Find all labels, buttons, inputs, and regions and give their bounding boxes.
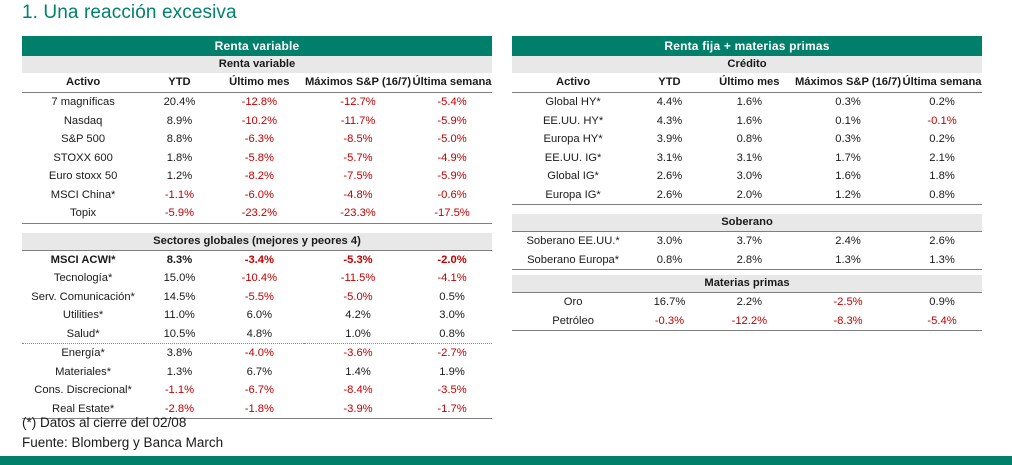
row-semana: 2.6% — [929, 235, 955, 247]
column-header-activo: Activo — [512, 73, 634, 93]
row-mes: -10.4% — [241, 272, 278, 284]
table-row — [22, 344, 492, 363]
row-ytd: 1.2% — [166, 170, 193, 182]
row-max: -8.4% — [343, 384, 373, 396]
row-label: Energía* — [61, 347, 105, 359]
row-label: EE.UU. HY* — [542, 114, 604, 127]
row-semana: -4.1% — [437, 272, 467, 284]
fixedincome-main-header-row — [512, 36, 982, 56]
row-max: 1.4% — [345, 365, 371, 378]
row-ytd: 16.7% — [653, 296, 686, 308]
row-mes: 6.0% — [246, 309, 273, 321]
bottom-accent-bar — [0, 456, 1012, 465]
row-ytd: 11.0% — [163, 309, 195, 321]
column-header-ytd: YTD — [144, 73, 215, 93]
sectors-section-header-row — [22, 233, 492, 250]
row-label: Soberano Europa* — [527, 253, 620, 266]
table-row — [512, 186, 982, 205]
row-ytd: 1.3% — [166, 365, 193, 378]
row-max: 2.4% — [835, 235, 861, 247]
row-ytd: 2.6% — [656, 188, 683, 201]
divider — [512, 330, 982, 331]
row-max: 1.3% — [835, 253, 861, 266]
column-header-maximos: Máximos S&P (16/7) — [304, 73, 412, 93]
table-row — [22, 149, 492, 168]
row-max: -8.5% — [343, 133, 373, 145]
row-semana: 0.2% — [929, 96, 955, 108]
row-max: -11.5% — [340, 272, 376, 284]
equities-section1-header: Renta variable — [22, 56, 492, 73]
row-ytd: 15.0% — [163, 272, 196, 284]
row-max: -7.5% — [343, 170, 373, 182]
row-max: 1.6% — [835, 170, 861, 182]
table-row — [512, 93, 982, 112]
column-header-ultima-semana: Última semana — [902, 73, 982, 93]
row-mes: -1.8% — [244, 402, 274, 415]
row-label: Europa IG* — [545, 188, 601, 201]
row-semana: -3.5% — [437, 384, 467, 396]
row-ytd: 1.8% — [166, 151, 193, 164]
row-mes: -8.2% — [244, 170, 274, 182]
row-ytd: 8.9% — [166, 114, 193, 127]
row-mes: -12.2% — [731, 314, 768, 327]
table-row — [22, 167, 492, 186]
fixedincome-column-header-row — [512, 73, 982, 93]
table-row — [22, 269, 492, 288]
row-label: Global IG* — [547, 170, 599, 182]
row-mes: 3.1% — [736, 151, 763, 164]
spacer — [22, 223, 492, 233]
table-row — [22, 204, 492, 223]
row-ytd: -1.1% — [164, 188, 195, 201]
row-mes: -6.3% — [244, 133, 274, 145]
row-ytd: 2.6% — [656, 170, 683, 182]
equities-main-header-row — [22, 36, 492, 56]
column-header-ultima-semana: Última semana — [412, 73, 492, 93]
equities-table — [22, 36, 492, 419]
row-max: 1.0% — [345, 327, 371, 340]
row-semana: -5.4% — [927, 314, 957, 327]
row-label: Euro stoxx 50 — [48, 170, 118, 182]
row-semana: -0.1% — [927, 114, 957, 127]
row-mes: 2.2% — [736, 296, 763, 308]
table-row — [512, 167, 982, 186]
row-mes: 2.0% — [736, 188, 763, 201]
row-max: 4.2% — [345, 309, 371, 321]
column-header-activo: Activo — [22, 73, 144, 93]
row-ytd: 3.9% — [656, 133, 683, 145]
row-label: MSCI China* — [50, 188, 116, 201]
page-title: 1. Una reacción excesiva — [22, 2, 237, 23]
row-max: -5.3% — [343, 253, 373, 266]
row-ytd: -2.8% — [164, 402, 195, 415]
row-mes: -6.7% — [244, 384, 274, 396]
row-max: 0.3% — [835, 133, 861, 145]
row-semana: -5.9% — [437, 114, 467, 127]
table-row — [512, 293, 982, 312]
row-mes: -5.8% — [244, 151, 274, 164]
table-row — [22, 363, 492, 382]
row-ytd: 4.3% — [656, 114, 683, 127]
sectors-section-header: Sectores globales (mejores y peores 4) — [22, 233, 492, 250]
row-ytd: 14.5% — [163, 290, 196, 303]
table-row — [512, 312, 982, 331]
row-label: Soberano EE.UU.* — [526, 235, 620, 247]
row-label: Global HY* — [545, 96, 601, 108]
row-label: Salud* — [66, 327, 100, 340]
row-ytd: -0.3% — [654, 314, 685, 327]
row-ytd: 20.4% — [163, 96, 196, 108]
column-header-ultimo-mes: Último mes — [215, 73, 304, 93]
footnote-fuente: Fuente: Blomberg y Banca March — [22, 435, 224, 450]
table-row — [22, 130, 492, 149]
row-label: S&P 500 — [61, 133, 106, 145]
credito-section-header-row — [512, 56, 982, 73]
row-mes: -6.0% — [244, 188, 274, 201]
table-row — [22, 186, 492, 205]
row-max: -3.6% — [343, 347, 373, 359]
row-max: -8.3% — [833, 314, 863, 327]
row-max: -4.8% — [343, 188, 373, 201]
row-mes: -10.2% — [241, 114, 278, 127]
row-label: Oro — [563, 296, 583, 308]
row-semana: -4.9% — [437, 151, 467, 164]
table-row — [22, 306, 492, 325]
row-ytd: 3.8% — [166, 347, 193, 359]
row-ytd: 0.8% — [656, 253, 683, 266]
table-row — [512, 130, 982, 149]
fixedincome-table-block — [512, 36, 982, 419]
row-mes: 6.7% — [246, 365, 273, 378]
row-ytd: -5.9% — [164, 207, 195, 219]
row-label: Utilities* — [62, 309, 104, 321]
table-row — [22, 93, 492, 112]
table-row — [22, 288, 492, 307]
row-mes: 1.6% — [736, 114, 763, 127]
fixedincome-table — [512, 36, 982, 331]
row-mes: 2.8% — [736, 253, 763, 266]
footnote-datos: (*) Datos al cierre del 02/08 — [22, 415, 187, 430]
table-row — [512, 232, 982, 251]
row-label: 7 magníficas — [51, 96, 115, 108]
tables-container — [22, 36, 992, 419]
row-mes: -23.2% — [241, 207, 278, 219]
row-semana: -17.5% — [434, 207, 470, 219]
row-semana: 0.5% — [439, 290, 465, 303]
row-max: 1.7% — [835, 151, 861, 164]
table-row — [512, 251, 982, 270]
row-semana: 1.8% — [929, 170, 955, 182]
row-mes: 0.8% — [736, 133, 763, 145]
row-semana: 0.9% — [929, 296, 955, 308]
row-max: -23.3% — [340, 207, 376, 219]
equities-column-header-row — [22, 73, 492, 93]
column-header-maximos: Máximos S&P (16/7) — [794, 73, 902, 93]
row-label: Nasdaq — [63, 114, 103, 127]
row-label: MSCI ACWI* — [50, 253, 116, 266]
row-max: -2.5% — [833, 296, 863, 308]
spacer — [512, 205, 982, 215]
row-ytd: 10.5% — [163, 327, 196, 340]
row-max: -11.7% — [340, 114, 376, 127]
row-label: Cons. Discrecional* — [34, 384, 132, 396]
equities-table-block — [22, 36, 492, 419]
table-row — [22, 250, 492, 269]
row-label: Materiales* — [55, 365, 112, 378]
equities-main-header: Renta variable — [22, 36, 492, 56]
row-max: -3.9% — [343, 402, 373, 415]
soberano-section-header-row — [512, 214, 982, 231]
row-label: Tecnología* — [53, 272, 113, 284]
row-label: Europa HY* — [543, 133, 603, 145]
row-semana: -5.4% — [437, 96, 467, 108]
row-semana: 1.9% — [439, 365, 465, 378]
row-ytd: 3.1% — [656, 151, 683, 164]
row-label: Petróleo — [552, 314, 594, 327]
footnotes — [22, 413, 223, 453]
materias-section-header-row — [512, 275, 982, 292]
table-row — [512, 112, 982, 131]
row-max: -5.7% — [343, 151, 373, 164]
table-row — [22, 112, 492, 131]
row-mes: -12.8% — [241, 96, 278, 108]
row-label: EE.UU. IG* — [544, 151, 602, 164]
row-ytd: 8.8% — [166, 133, 193, 145]
table-row — [512, 149, 982, 168]
row-semana: -2.7% — [437, 347, 467, 359]
row-mes: 3.0% — [736, 170, 763, 182]
row-semana: -0.6% — [437, 188, 467, 201]
row-semana: 0.2% — [929, 133, 955, 145]
equities-section1-header-row — [22, 56, 492, 73]
row-semana: -2.0% — [437, 253, 467, 266]
row-semana: -1.7% — [437, 402, 467, 415]
row-max: 0.1% — [835, 114, 861, 127]
row-mes: 3.7% — [736, 235, 763, 247]
table-row — [22, 381, 492, 400]
row-mes: -4.0% — [244, 347, 274, 359]
row-mes: 4.8% — [246, 327, 273, 340]
row-label: Real Estate* — [52, 402, 115, 415]
table-row — [22, 325, 492, 344]
credito-section-header: Crédito — [512, 56, 982, 73]
row-mes: -3.4% — [244, 253, 274, 266]
row-max: -12.7% — [340, 96, 376, 108]
row-mes: -5.5% — [244, 290, 274, 303]
row-max: 0.3% — [835, 96, 861, 108]
row-ytd: -1.1% — [164, 384, 195, 396]
row-semana: 3.0% — [439, 309, 465, 321]
row-semana: 0.8% — [439, 327, 465, 340]
row-semana: 0.8% — [929, 188, 955, 201]
row-label: Serv. Comunicación* — [31, 290, 135, 303]
row-max: -5.0% — [343, 290, 373, 303]
soberano-section-header: Soberano — [512, 214, 982, 231]
column-header-ultimo-mes: Último mes — [705, 73, 794, 93]
row-label: STOXX 600 — [53, 151, 113, 164]
row-semana: 2.1% — [929, 151, 955, 164]
row-semana: -5.9% — [437, 170, 467, 182]
row-mes: 1.6% — [736, 96, 763, 108]
row-semana: -5.0% — [437, 133, 467, 145]
row-label: Topix — [70, 207, 97, 219]
row-ytd: 8.3% — [166, 253, 193, 266]
column-header-ytd: YTD — [634, 73, 705, 93]
row-semana: 1.3% — [929, 253, 955, 266]
row-max: 1.2% — [835, 188, 861, 201]
materias-section-header: Materias primas — [512, 275, 982, 292]
row-ytd: 3.0% — [656, 235, 683, 247]
row-ytd: 4.4% — [656, 96, 683, 108]
fixedincome-main-header: Renta fija + materias primas — [512, 36, 982, 56]
